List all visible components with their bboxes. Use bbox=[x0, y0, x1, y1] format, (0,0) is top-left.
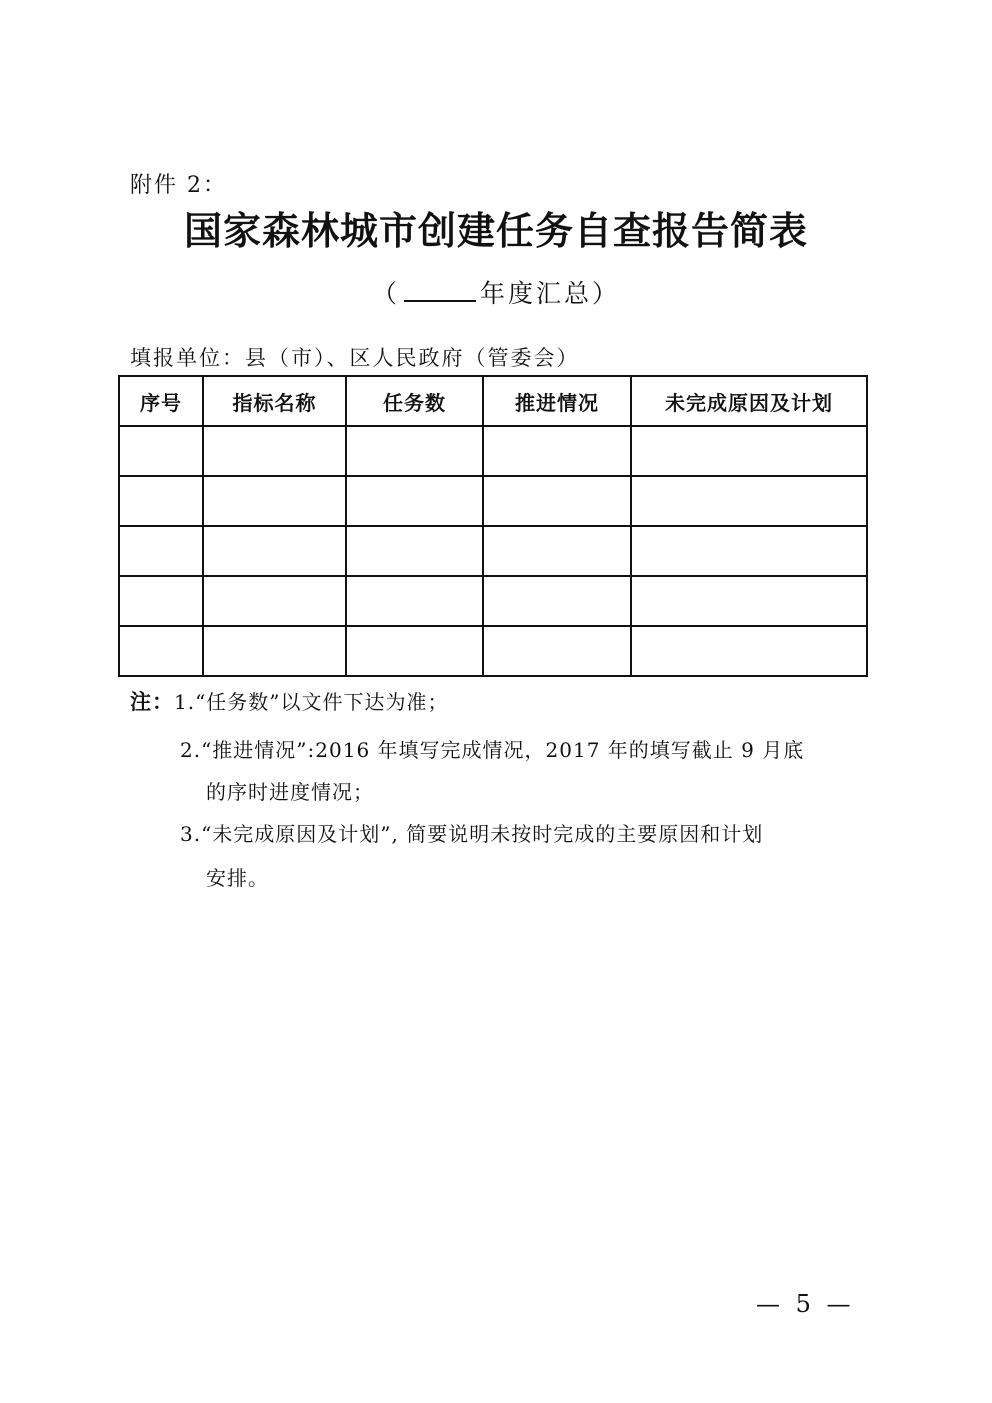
table-cell bbox=[119, 426, 203, 476]
year-blank bbox=[404, 278, 476, 302]
table-cell bbox=[203, 626, 346, 676]
table-cell bbox=[346, 526, 483, 576]
note-first-line bbox=[130, 686, 449, 716]
table-cell bbox=[483, 526, 631, 576]
table-cell bbox=[631, 526, 867, 576]
table-cell bbox=[119, 626, 203, 676]
table-cell bbox=[483, 426, 631, 476]
notes-label: 注： bbox=[130, 690, 174, 714]
table-row bbox=[119, 476, 867, 526]
header-progress: 推进情况 bbox=[483, 376, 631, 426]
subtitle-close-paren: ） bbox=[592, 279, 621, 308]
table-row bbox=[119, 426, 867, 476]
table-cell bbox=[346, 476, 483, 526]
document-title: 国家森林城市创建任务自查报告简表 bbox=[183, 208, 808, 253]
subtitle-year-suffix: 年度汇总 bbox=[479, 279, 592, 308]
page-number: — 5 — bbox=[756, 1290, 855, 1318]
note-item-2-continued: 的序时进度情况； bbox=[206, 780, 374, 804]
table-cell bbox=[119, 476, 203, 526]
table-cell bbox=[483, 576, 631, 626]
header-indicator-name: 指标名称 bbox=[203, 376, 346, 426]
table-row bbox=[119, 526, 867, 576]
table-row bbox=[119, 576, 867, 626]
table-cell bbox=[346, 426, 483, 476]
table-cell bbox=[631, 476, 867, 526]
note-item-1: 1.“任务数”以文件下达为准； bbox=[174, 690, 449, 714]
report-table bbox=[118, 375, 868, 677]
table-cell bbox=[483, 476, 631, 526]
table-cell bbox=[203, 476, 346, 526]
reporting-unit: 填报单位：县（市）、区人民政府（管委会） bbox=[130, 346, 580, 370]
year-summary-line bbox=[0, 274, 992, 310]
table-cell bbox=[119, 526, 203, 576]
note-item-3: 3.“未完成原因及计划”, 简要说明未按时完成的主要原因和计划 bbox=[180, 822, 764, 846]
table-cell bbox=[119, 576, 203, 626]
note-item-2: 2.“推进情况”:2016 年填写完成情况，2017 年的填写截止 9 月底 bbox=[180, 738, 805, 762]
attachment-label: 附件 2： bbox=[130, 173, 227, 198]
table-cell bbox=[203, 526, 346, 576]
header-reason-plan: 未完成原因及计划 bbox=[631, 376, 867, 426]
table-row bbox=[119, 626, 867, 676]
table-cell bbox=[631, 626, 867, 676]
table-cell bbox=[631, 426, 867, 476]
table-cell bbox=[483, 626, 631, 676]
table-cell bbox=[346, 576, 483, 626]
header-task-count: 任务数 bbox=[346, 376, 483, 426]
table-cell bbox=[203, 576, 346, 626]
subtitle-open-paren: （ bbox=[371, 279, 400, 308]
table-cell bbox=[203, 426, 346, 476]
note-item-3-continued: 安排。 bbox=[206, 866, 269, 890]
table-cell bbox=[346, 626, 483, 676]
table-cell bbox=[631, 576, 867, 626]
table-header-row bbox=[119, 376, 867, 426]
header-serial: 序号 bbox=[119, 376, 203, 426]
